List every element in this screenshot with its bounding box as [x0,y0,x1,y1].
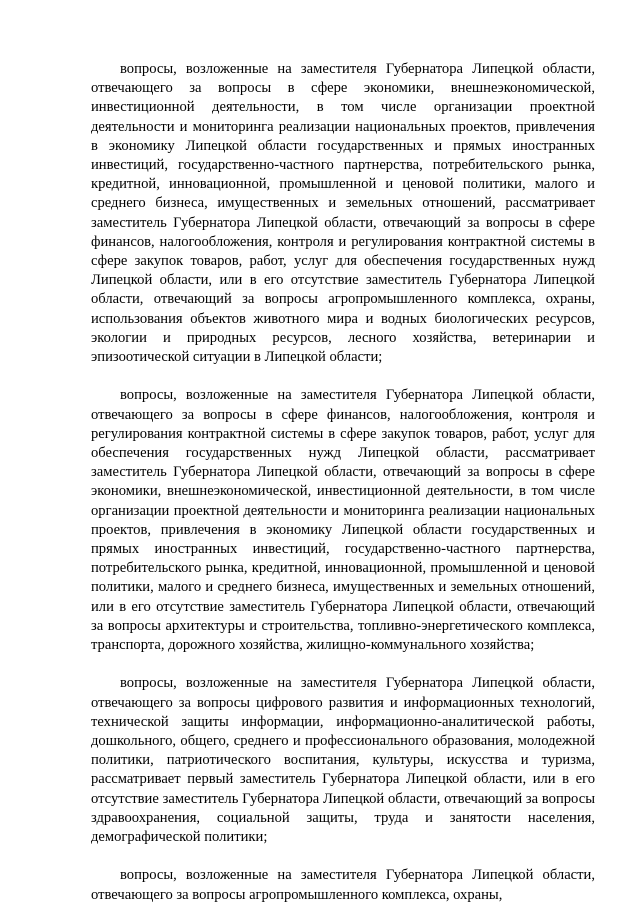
paragraph-2: вопросы, возложенные на заместителя Губернатора Липецкой области, отвечающего за вопросы в сфере финансов, налогообложения, контроля и регулирования контрактной системы в сфере закупок товаров, работ, услуг для обеспечения государственных нужд Липецкой области, рассматривает заместитель Губернатора Липецкой области, отвечающий за вопросы в сфере экономики, внешнеэкономической, инвестиционной деятельности, в том числе организации проектной деятельности и мониторинга реализации национальных проектов, привлечения в экономику Липецкой области государственных и прямых иностранных инвестиций, государственно-частного партнерства, потребительского рынка, кредитной, инновационной, промышленной и ценовой политики, малого и среднего бизнеса, имущественных и земельных отношений, или в его отсутствие заместитель Губернатора Липецкой области, отвечающий за вопросы архитектуры и строительства, топливно-энергетического комплекса, транспорта, дорожного хозяйства, жилищно-коммунального хозяйства; [91,387,595,654]
paragraph-3: вопросы, возложенные на заместителя Губернатора Липецкой области, отвечающего за вопросы цифрового развития и информационных технологий, технической защиты информации, информационно-аналитической работы, дошкольного, общего, среднего и профессионального образования, молодежной политики, патриотического воспитания, культуры, искусства и туризма, рассматривает первый заместитель Губернатора Липецкой области, или в его отсутствие заместитель Губернатора Липецкой области, отвечающий за вопросы здравоохранения, социальной защиты, труда и занятости населения, демографической политики; [91,675,595,846]
paragraph-1: вопросы, возложенные на заместителя Губернатора Липецкой области, отвечающего за вопросы в сфере экономики, внешнеэкономической, инвестиционной деятельности, в том числе организации проектной деятельности и мониторинга реализации национальных проектов, привлечения в экономику Липецкой области государственных и прямых иностранных инвестиций, государственно-частного партнерства, потребительского рынка, кредитной, инновационной, промышленной и ценовой политики, малого и среднего бизнеса, имущественных и земельных отношений, рассматривает заместитель Губернатора Липецкой области, отвечающий за вопросы в сфере финансов, налогообложения, контроля и регулирования контрактной системы в сфере закупок товаров, работ, услуг для обеспечения государственных нужд Липецкой области, или в его отсутствие заместитель Губернатора Липецкой области, отвечающий за вопросы агропромышленного комплекса, охраны, использования объектов животного мира и водных биологических ресурсов, экологии и природных ресурсов, лесного хозяйства, ветеринарии и эпизоотической ситуации в Липецкой области; [91,61,595,366]
document-body [91,60,595,924]
paragraph-4: вопросы, возложенные на заместителя Губернатора Липецкой области, отвечающего за вопросы агропромышленного комплекса, охраны, [91,867,595,903]
